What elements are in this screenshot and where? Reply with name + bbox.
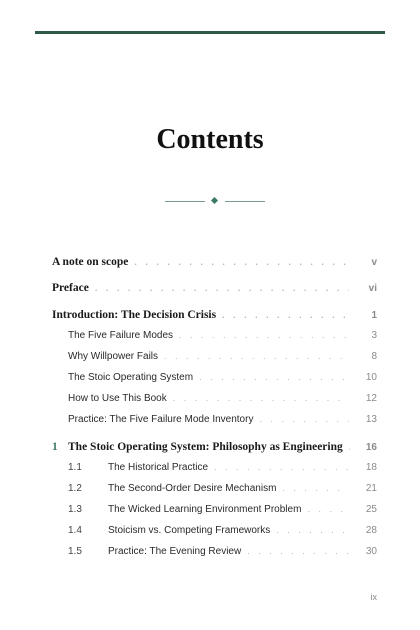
- toc-entry-page: 25: [365, 504, 377, 515]
- toc-chapter-1[interactable]: [52, 441, 377, 462]
- toc-entry-page: 18: [365, 462, 377, 473]
- leader-dots: [214, 462, 349, 472]
- toc-entry-label: Stoicism vs. Competing Frameworks: [108, 525, 271, 536]
- toc-entry-label: The Historical Practice: [108, 462, 209, 473]
- toc-entry-page: 12: [365, 393, 377, 404]
- chapter-number: 1: [52, 441, 58, 453]
- toc-entry-label: The Five Failure Modes: [68, 330, 174, 341]
- section-number: 1.4: [68, 525, 82, 536]
- leader-dots: [222, 310, 349, 320]
- toc-entry-label: The Second-Order Desire Mechanism: [108, 483, 277, 494]
- section-number: 1.3: [68, 504, 82, 515]
- toc-entry-page: 8: [371, 351, 377, 362]
- ornament-line-left: [165, 201, 205, 202]
- section-number: 1.5: [68, 546, 82, 557]
- leader-dots: [179, 330, 349, 340]
- section-number: 1.1: [68, 462, 82, 473]
- toc-entry-page: 3: [371, 330, 377, 341]
- toc-section[interactable]: [52, 504, 377, 525]
- leader-dots: [259, 414, 349, 424]
- ornament-line-right: [225, 201, 265, 202]
- toc-entry-page: 13: [365, 414, 377, 425]
- toc-entry-label: A note on scope: [52, 256, 129, 268]
- toc-entry-label: Why Willpower Fails: [68, 351, 159, 362]
- toc-entry-label: The Wicked Learning Environment Problem: [108, 504, 302, 515]
- toc-entry-page: 1: [371, 310, 377, 321]
- toc-section[interactable]: [52, 525, 377, 546]
- leader-dots: [307, 504, 349, 514]
- toc-entry-label: Practice: The Five Failure Mode Inventory: [68, 414, 254, 425]
- toc-entry-page: 28: [365, 525, 377, 536]
- toc-subentry[interactable]: [52, 351, 377, 372]
- toc-section[interactable]: [52, 462, 377, 483]
- toc-entry-label: Preface: [52, 282, 89, 294]
- leader-dots: [276, 525, 349, 535]
- toc-entry-preface[interactable]: [52, 282, 377, 309]
- toc-section[interactable]: [52, 546, 377, 567]
- toc-entry-page: 30: [365, 546, 377, 557]
- leader-dots: [173, 393, 349, 403]
- toc-subentry[interactable]: [52, 393, 377, 414]
- leader-dots: [164, 351, 349, 361]
- diamond-icon: [211, 197, 218, 204]
- leader-dots: [95, 283, 349, 293]
- toc-entry-page: v: [371, 257, 377, 268]
- table-of-contents: [52, 256, 377, 567]
- section-number: 1.2: [68, 483, 82, 494]
- page-number: ix: [370, 592, 377, 602]
- toc-entry-page: 21: [365, 483, 377, 494]
- toc-entry-page: 16: [365, 442, 377, 453]
- toc-entry-label: Practice: The Evening Review: [108, 546, 242, 557]
- toc-entry-label: Introduction: The Decision Crisis: [52, 309, 217, 321]
- title-ornament: [165, 196, 265, 208]
- toc-entry-page: 10: [365, 372, 377, 383]
- toc-entry-scope[interactable]: [52, 256, 377, 282]
- top-rule: [35, 31, 385, 34]
- leader-dots: [134, 257, 349, 267]
- toc-subentry[interactable]: [52, 414, 377, 441]
- leader-dots: [247, 546, 349, 556]
- toc-entry-label: The Stoic Operating System: Philosophy as Engineering: [68, 441, 343, 453]
- page-title: Contents: [156, 124, 264, 155]
- toc-subentry[interactable]: [52, 372, 377, 393]
- toc-entry-page: vi: [368, 283, 377, 294]
- toc-entry-introduction[interactable]: [52, 309, 377, 330]
- leader-dots: [199, 372, 349, 382]
- leader-dots: [282, 483, 349, 493]
- toc-subentry[interactable]: [52, 330, 377, 351]
- toc-entry-label: How to Use This Book: [68, 393, 167, 404]
- toc-section[interactable]: [52, 483, 377, 504]
- toc-entry-label: The Stoic Operating System: [68, 372, 194, 383]
